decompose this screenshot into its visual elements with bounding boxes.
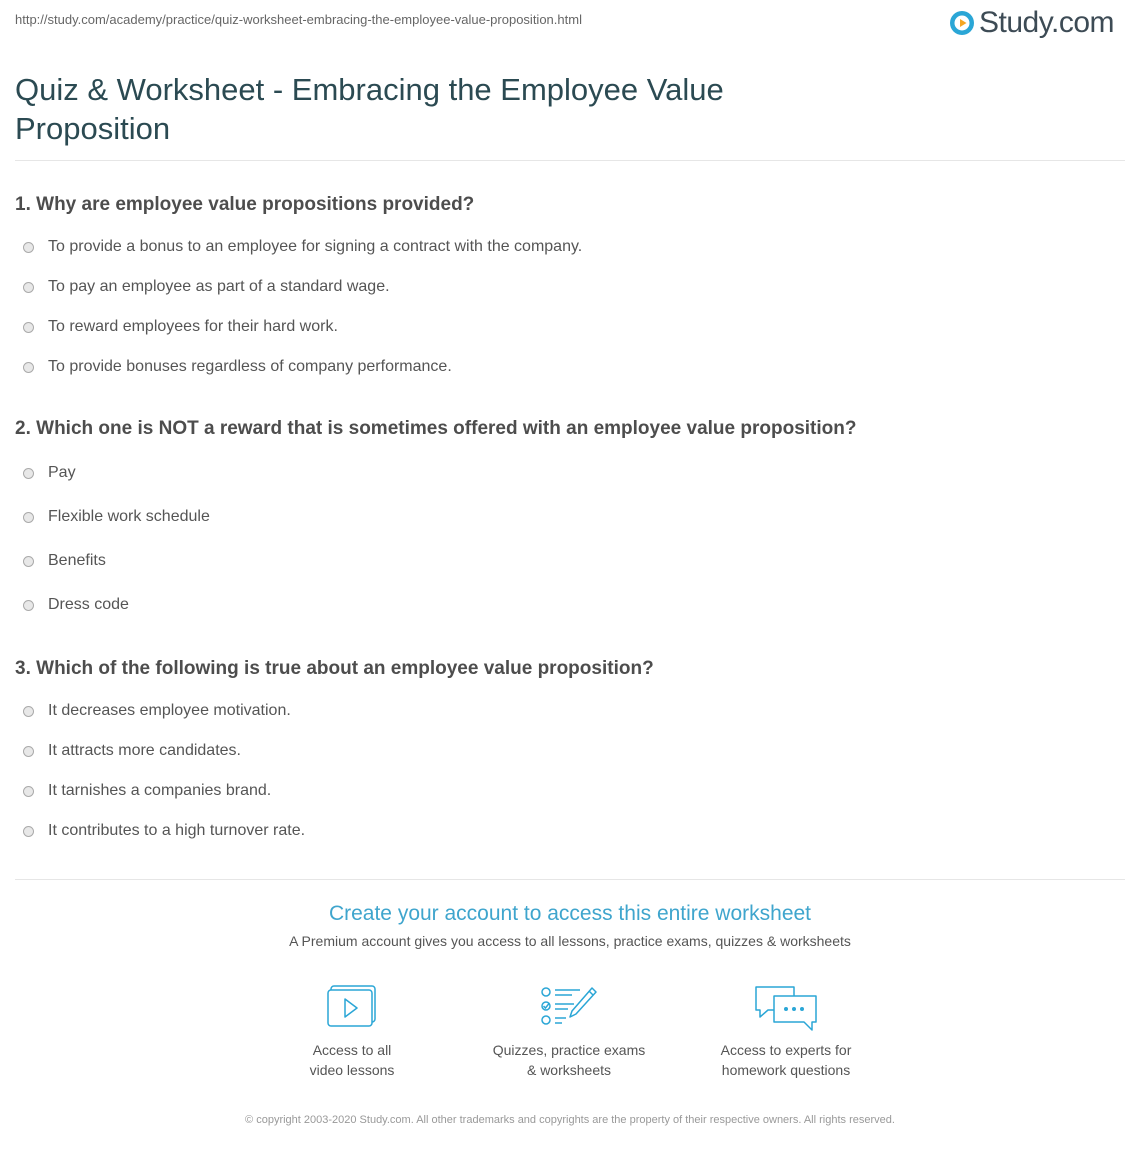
radio-button[interactable] bbox=[23, 242, 34, 253]
feature-experts bbox=[686, 984, 886, 1080]
answer-choice[interactable] bbox=[23, 742, 241, 760]
feature-label-line: & worksheets bbox=[526, 1062, 612, 1078]
radio-button[interactable] bbox=[23, 600, 34, 611]
choice-label: Benefits bbox=[48, 552, 106, 569]
question-text: Which one is NOT a reward that is sometimes offered with an employee value proposition? bbox=[36, 418, 857, 439]
answer-choice[interactable] bbox=[23, 238, 582, 256]
question-number: 1. bbox=[15, 194, 31, 215]
answer-choice[interactable] bbox=[23, 464, 76, 482]
radio-button[interactable] bbox=[23, 468, 34, 479]
question-2 bbox=[15, 418, 856, 440]
radio-button[interactable] bbox=[23, 556, 34, 567]
radio-button[interactable] bbox=[23, 706, 34, 717]
divider bbox=[15, 879, 1125, 880]
answer-choice[interactable] bbox=[23, 596, 129, 614]
study-logo[interactable] bbox=[949, 6, 1114, 40]
logo-text: Study.com bbox=[979, 6, 1114, 39]
answer-choice[interactable] bbox=[23, 278, 390, 296]
choice-label: It attracts more candidates. bbox=[48, 742, 241, 759]
choice-label: Pay bbox=[48, 464, 76, 481]
feature-label-line: Access to experts for bbox=[720, 1042, 852, 1058]
question-1 bbox=[15, 194, 474, 216]
feature-label-line: video lessons bbox=[309, 1062, 395, 1078]
radio-button[interactable] bbox=[23, 826, 34, 837]
radio-button[interactable] bbox=[23, 746, 34, 757]
copyright-footer: © copyright 2003-2020 Study.com. All other trademarks and copyrights are the property of their respective owners. All rights reserved. bbox=[245, 1114, 895, 1126]
create-account-link[interactable]: Create your account to access this entire worksheet bbox=[328, 902, 812, 925]
question-text: Why are employee value propositions provided? bbox=[36, 194, 475, 215]
choice-label: To pay an employee as part of a standard wage. bbox=[48, 278, 390, 295]
chat-bubbles-icon bbox=[754, 984, 818, 1034]
radio-button[interactable] bbox=[23, 512, 34, 523]
question-3 bbox=[15, 658, 654, 680]
page-title: Quiz & Worksheet - Embracing the Employee Value Proposition bbox=[15, 72, 724, 146]
answer-choice[interactable] bbox=[23, 702, 291, 720]
feature-label-line: homework questions bbox=[721, 1062, 851, 1078]
feature-quizzes bbox=[469, 984, 669, 1080]
answer-choice[interactable] bbox=[23, 508, 210, 526]
page-url: http://study.com/academy/practice/quiz-worksheet-embracing-the-employee-value-proposition.html bbox=[15, 12, 582, 27]
video-play-icon bbox=[326, 984, 378, 1028]
choice-label: Dress code bbox=[48, 596, 129, 613]
answer-choice[interactable] bbox=[23, 782, 271, 800]
cta-subheading: A Premium account gives you access to all lessons, practice exams, quizzes & worksheets bbox=[289, 933, 851, 949]
radio-button[interactable] bbox=[23, 786, 34, 797]
choice-label: It contributes to a high turnover rate. bbox=[48, 822, 306, 839]
radio-button[interactable] bbox=[23, 282, 34, 293]
question-number: 3. bbox=[15, 658, 31, 679]
answer-choice[interactable] bbox=[23, 358, 452, 376]
radio-button[interactable] bbox=[23, 362, 34, 373]
answer-choice[interactable] bbox=[23, 822, 305, 840]
question-text: Which of the following is true about an employee value proposition? bbox=[36, 658, 654, 679]
radio-button[interactable] bbox=[23, 322, 34, 333]
answer-choice[interactable] bbox=[23, 318, 338, 336]
feature-label-line: Quizzes, practice exams bbox=[492, 1042, 646, 1058]
choice-label: To reward employees for their hard work. bbox=[48, 318, 338, 335]
play-circle-logo-icon bbox=[949, 10, 975, 36]
quiz-checklist-icon bbox=[540, 984, 598, 1028]
divider bbox=[15, 160, 1125, 161]
feature-video-lessons bbox=[252, 984, 452, 1080]
question-number: 2. bbox=[15, 418, 31, 439]
choice-label: Flexible work schedule bbox=[48, 508, 210, 525]
choice-label: To provide a bonus to an employee for signing a contract with the company. bbox=[48, 238, 583, 255]
answer-choice[interactable] bbox=[23, 552, 106, 570]
choice-label: To provide bonuses regardless of company performance. bbox=[48, 358, 452, 375]
choice-label: It decreases employee motivation. bbox=[48, 702, 291, 719]
feature-label-line: Access to all bbox=[312, 1042, 392, 1058]
choice-label: It tarnishes a companies brand. bbox=[48, 782, 272, 799]
